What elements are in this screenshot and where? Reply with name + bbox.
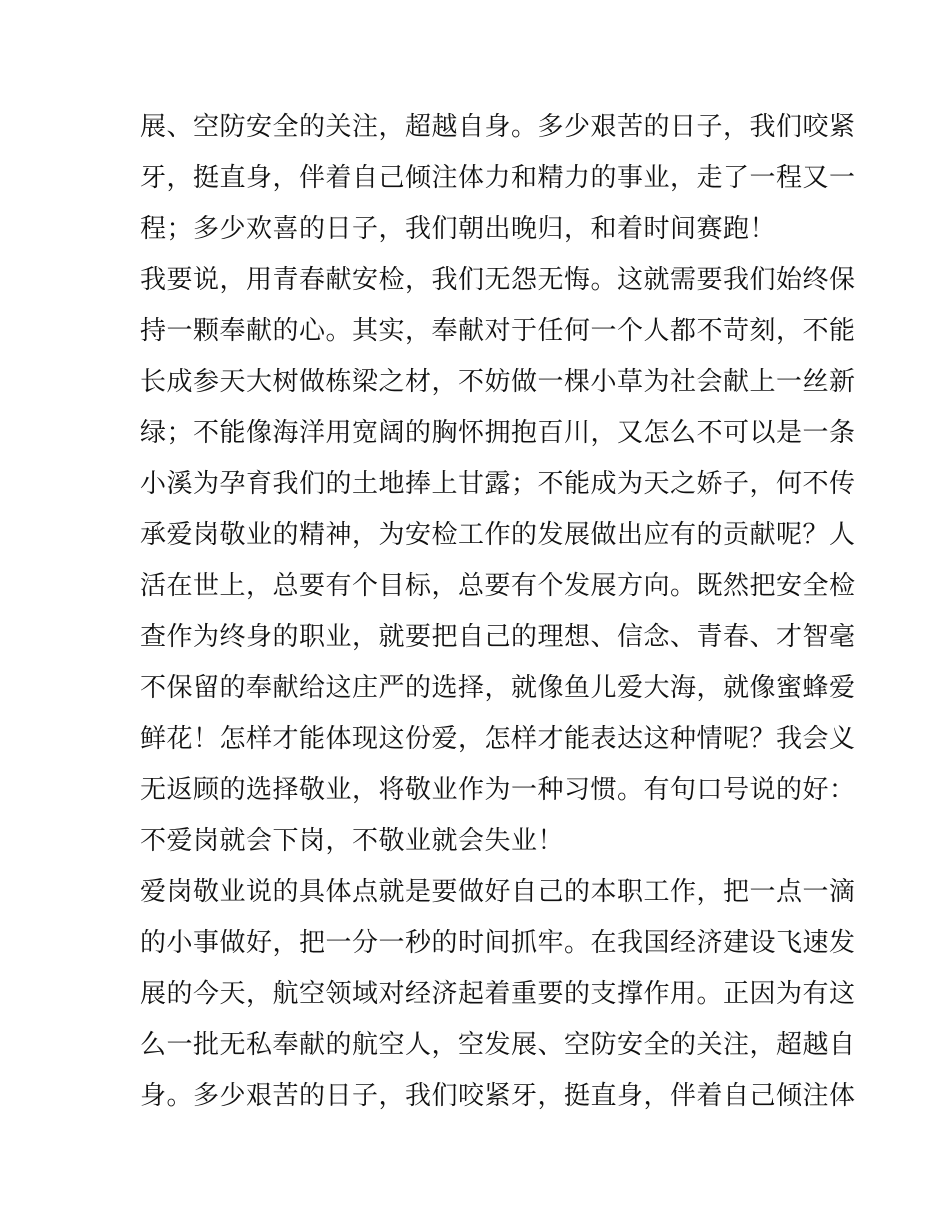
text-line: 长成参天大树做栋梁之材，不妨做一棵小草为社会献上一丝新 <box>140 367 856 397</box>
text-line: 查作为终身的职业，就要把自己的理想、信念、青春、才智毫 <box>140 622 856 652</box>
body-text <box>140 102 856 1122</box>
text-line: 的小事做好，把一分一秒的时间抓牢。在我国经济建设飞速发 <box>140 928 856 958</box>
text-line: 我要说，用青春献安检，我们无怨无悔。这就需要我们始终保 <box>140 265 856 295</box>
text-line: 不保留的奉献给这庄严的选择，就像鱼儿爱大海，就像蜜蜂爱 <box>140 673 856 703</box>
text-line: 绿；不能像海洋用宽阔的胸怀拥抱百川，又怎么不可以是一条 <box>140 418 856 448</box>
text-line: 展、空防安全的关注，超越自身。多少艰苦的日子，我们咬紧 <box>140 112 856 142</box>
text-line: 不爱岗就会下岗，不敬业就会失业！ <box>140 826 565 856</box>
text-line: 牙，挺直身，伴着自己倾注体力和精力的事业，走了一程又一 <box>140 163 856 193</box>
text-line: 展的今天，航空领域对经济起着重要的支撑作用。正因为有这 <box>140 979 856 1009</box>
text-line: 爱岗敬业说的具体点就是要做好自己的本职工作，把一点一滴 <box>140 877 856 907</box>
text-line: 承爱岗敬业的精神，为安检工作的发展做出应有的贡献呢？人 <box>140 520 856 550</box>
text-line: 鲜花！怎样才能体现这份爱，怎样才能表达这种情呢？我会义 <box>140 724 856 754</box>
text-line: 持一颗奉献的心。其实，奉献对于任何一个人都不苛刻，不能 <box>140 316 856 346</box>
text-line: 程；多少欢喜的日子，我们朝出晚归，和着时间赛跑！ <box>140 214 777 244</box>
text-line: 活在世上，总要有个目标，总要有个发展方向。既然把安全检 <box>140 571 856 601</box>
text-line: 身。多少艰苦的日子，我们咬紧牙，挺直身，伴着自己倾注体 <box>140 1081 856 1111</box>
text-line: 么一批无私奉献的航空人，空发展、空防安全的关注，超越自 <box>140 1030 856 1060</box>
text-line: 无返顾的选择敬业，将敬业作为一种习惯。有句口号说的好： <box>140 775 856 805</box>
text-line: 小溪为孕育我们的土地捧上甘露；不能成为天之娇子，何不传 <box>140 469 856 499</box>
